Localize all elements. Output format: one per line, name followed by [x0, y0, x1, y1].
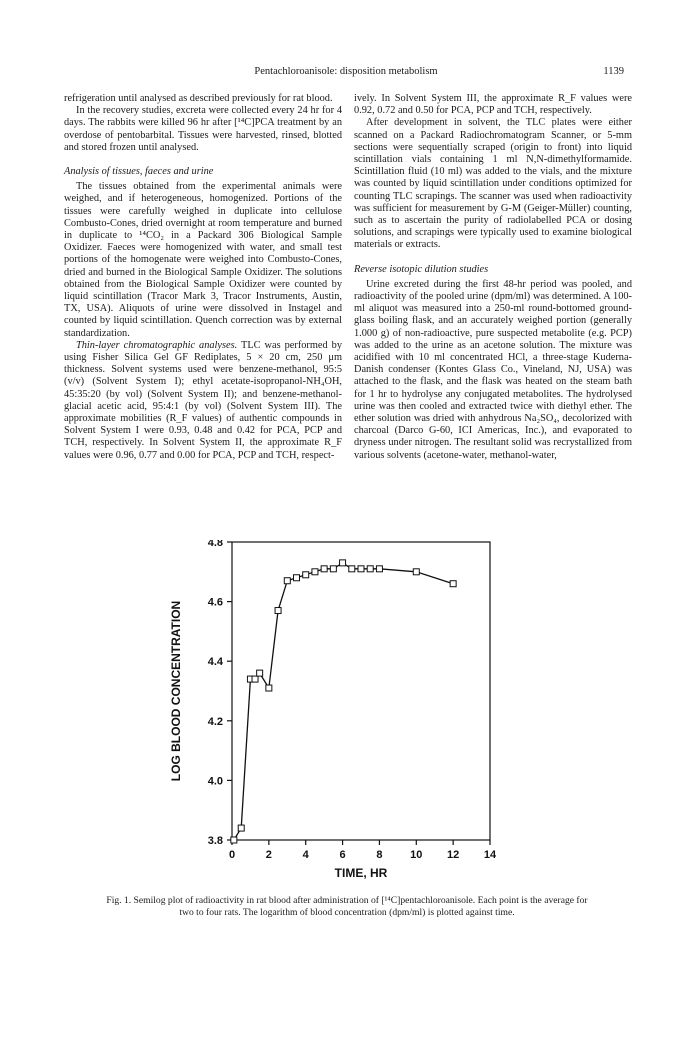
x-axis-label: TIME, HR: [334, 866, 388, 880]
x-tick-label: 4: [302, 849, 309, 861]
data-point: [340, 560, 346, 566]
y-tick-label: 3.8: [207, 835, 223, 847]
data-point: [376, 566, 382, 572]
x-tick-label: 6: [339, 849, 346, 861]
y-axis-label: LOG BLOOD CONCENTRATION: [169, 600, 183, 782]
left-column: [64, 93, 342, 462]
right-column: [354, 93, 632, 462]
data-point: [294, 575, 300, 581]
figure-caption: Fig. 1. Semilog plot of radioactivity in rat blood after administration of [¹⁴C]pentachloroanisole. Each point is the average for two to four rats. The logarithm of blood concentration (dpm/ml) is plotted against time.: [106, 895, 588, 918]
paragraph-body: TLC was performed by using Fisher Silica Gel GF Rediplates, 5 × 20 cm, 250 μm thickness. Solvent systems used were benzene-methanol, 95:5 (v/v) (Solvent System I); ethyl acetate-isopropanol-NH₄OH, 45:35:20 (by vol) (Solvent System II); and benzene-methanol-glacial acetic acid, 95:4:1 (by vol) (Solvent System III). The approximate mobilities (R_F values) of authentic compounds in Solvent System I were 0.93, 0.48 and 0.42 for PCA, PCP and TCH, respectively. In Solvent System II, the approximate R_F values were 0.96, 0.77 and 0.00 for PCA, PCP and TCH, respect-: [64, 339, 342, 461]
paragraph: After development in solvent, the TLC plates were either scanned on a Packard Radiochromatogram Scanner, or 5-mm sections were sequentially scraped (origin to front) into liquid scintillation vials containing 1 ml N,N-dimethylformamide. Scintillation fluid (10 ml) was added to the vials, and the mixture was counted by liquid scintillation under conditions optimized for counting TLC scrapings. The scanner was used when radioactivity was sufficient for measurement by G-M (Geiger-Müller) counting, such as to ascertain the purity of radiolabelled PCA or dosing solutions, and scrapings were typically used to examine biological materials or extracts.: [354, 117, 632, 251]
x-tick-label: 0: [228, 849, 236, 861]
series-line: [234, 563, 453, 840]
data-point: [252, 676, 258, 682]
data-point: [303, 572, 309, 578]
paragraph: Urine excreted during the first 48-hr period was pooled, and radioactivity of the pooled urine (dpm/ml) was determined. A 100-ml aliquot was measured into a 250-ml round-bottomed ground-glass boiling flask, and an accurately weighed portion (generally 1.000 g) of non-radioactive, pure suspected metabolite (e.g. PCP) was added to the urine as an acetone solution. The mixture was acidified with 10 ml concentrated HCl, a three-stage Kuderna-Danish condenser (Kontes Glass Co., Vineland, NJ, USA) was attached to the flask, and the flask was heated on the steam bath for 1 hr to hydrolyse any conjugated metabolites. The hydrolysed urine was then cooled and extracted twice with diethyl ether. The ether solution was dried with anhydrous Na₂SO₄, decolorized with charcoal (Darco G-60, ICI Americas, Inc.), and evaporated to dryness under nitrogen. The resultant solid was recrystallized from various solvents (acetone-water, methanol-water,: [354, 278, 632, 461]
data-point: [257, 670, 263, 676]
running-header: [0, 66, 692, 80]
paragraph: refrigeration until analysed as described previously for rat blood.: [64, 93, 333, 104]
data-point: [413, 569, 419, 575]
y-tick-label: 4.4: [207, 656, 223, 669]
x-tick-label: 10: [410, 849, 423, 861]
running-title: Pentachloroanisole: disposition metabolism: [254, 66, 438, 77]
x-tick-label: 12: [447, 849, 460, 861]
data-point: [450, 581, 456, 587]
x-tick-label: 2: [265, 849, 272, 861]
section-subheading: Analysis of tissues, faeces and urine: [64, 166, 214, 178]
data-point: [284, 578, 290, 584]
data-point: [321, 566, 327, 572]
page-number: 1139: [603, 66, 624, 77]
x-tick-label: 14: [483, 849, 497, 861]
section-subheading: Reverse isotopic dilution studies: [354, 263, 489, 275]
x-tick-label: 8: [376, 849, 383, 861]
y-tick-label: 4.8: [207, 540, 223, 549]
paragraph: [64, 340, 342, 462]
y-tick-label: 4.0: [207, 775, 223, 788]
data-point: [266, 685, 272, 691]
data-point: [330, 566, 336, 572]
paragraph: The tissues obtained from the experimental animals were weighed, and if heterogeneous, homogenized. Portions of the tissues were carefully weighed in duplicate into cellulose Combusto-Cones, dried overnight at room temperature and burned in duplicate to ¹⁴CO₂ in a Packard 306 Biological Sample Oxidizer. Faeces were homogenized with water, and small test portions of the homogenate were weighed into Combusto-Cones, dried and burned in the Biological Sample Oxidizer. The solutions obtained from the Biological Sample Oxidizer were counted by liquid scintillation (Tracor Mark 3, Tracor Instruments, Austin, TX, USA). Aliquots of urine were dissolved in Instagel and counted by liquid scintillation. Quench correction was by external standardization.: [64, 181, 342, 339]
data-point: [231, 837, 237, 843]
y-tick-label: 4.2: [207, 715, 223, 728]
data-point: [358, 566, 364, 572]
line-chart: [150, 540, 550, 880]
data-point: [238, 825, 244, 831]
data-point: [312, 569, 318, 575]
figure-chart: [150, 540, 550, 880]
run-in-heading: Thin-layer chromatographic analyses.: [76, 339, 238, 351]
data-point: [349, 566, 355, 572]
y-tick-label: 4.6: [207, 596, 223, 609]
paragraph: In the recovery studies, excreta were collected every 24 hr for 4 days. The rabbits were killed 96 hr after [¹⁴C]PCA treatment by an overdose of pentobarbital. Tissues were harvested, rinsed, blotted and stored frozen until analysed.: [64, 105, 342, 153]
data-point: [275, 608, 281, 614]
paragraph: ively. In Solvent System III, the approximate R_F values were 0.92, 0.72 and 0.50 for PCA, PCP and TCH, respectively.: [354, 93, 632, 117]
data-point: [367, 566, 373, 572]
